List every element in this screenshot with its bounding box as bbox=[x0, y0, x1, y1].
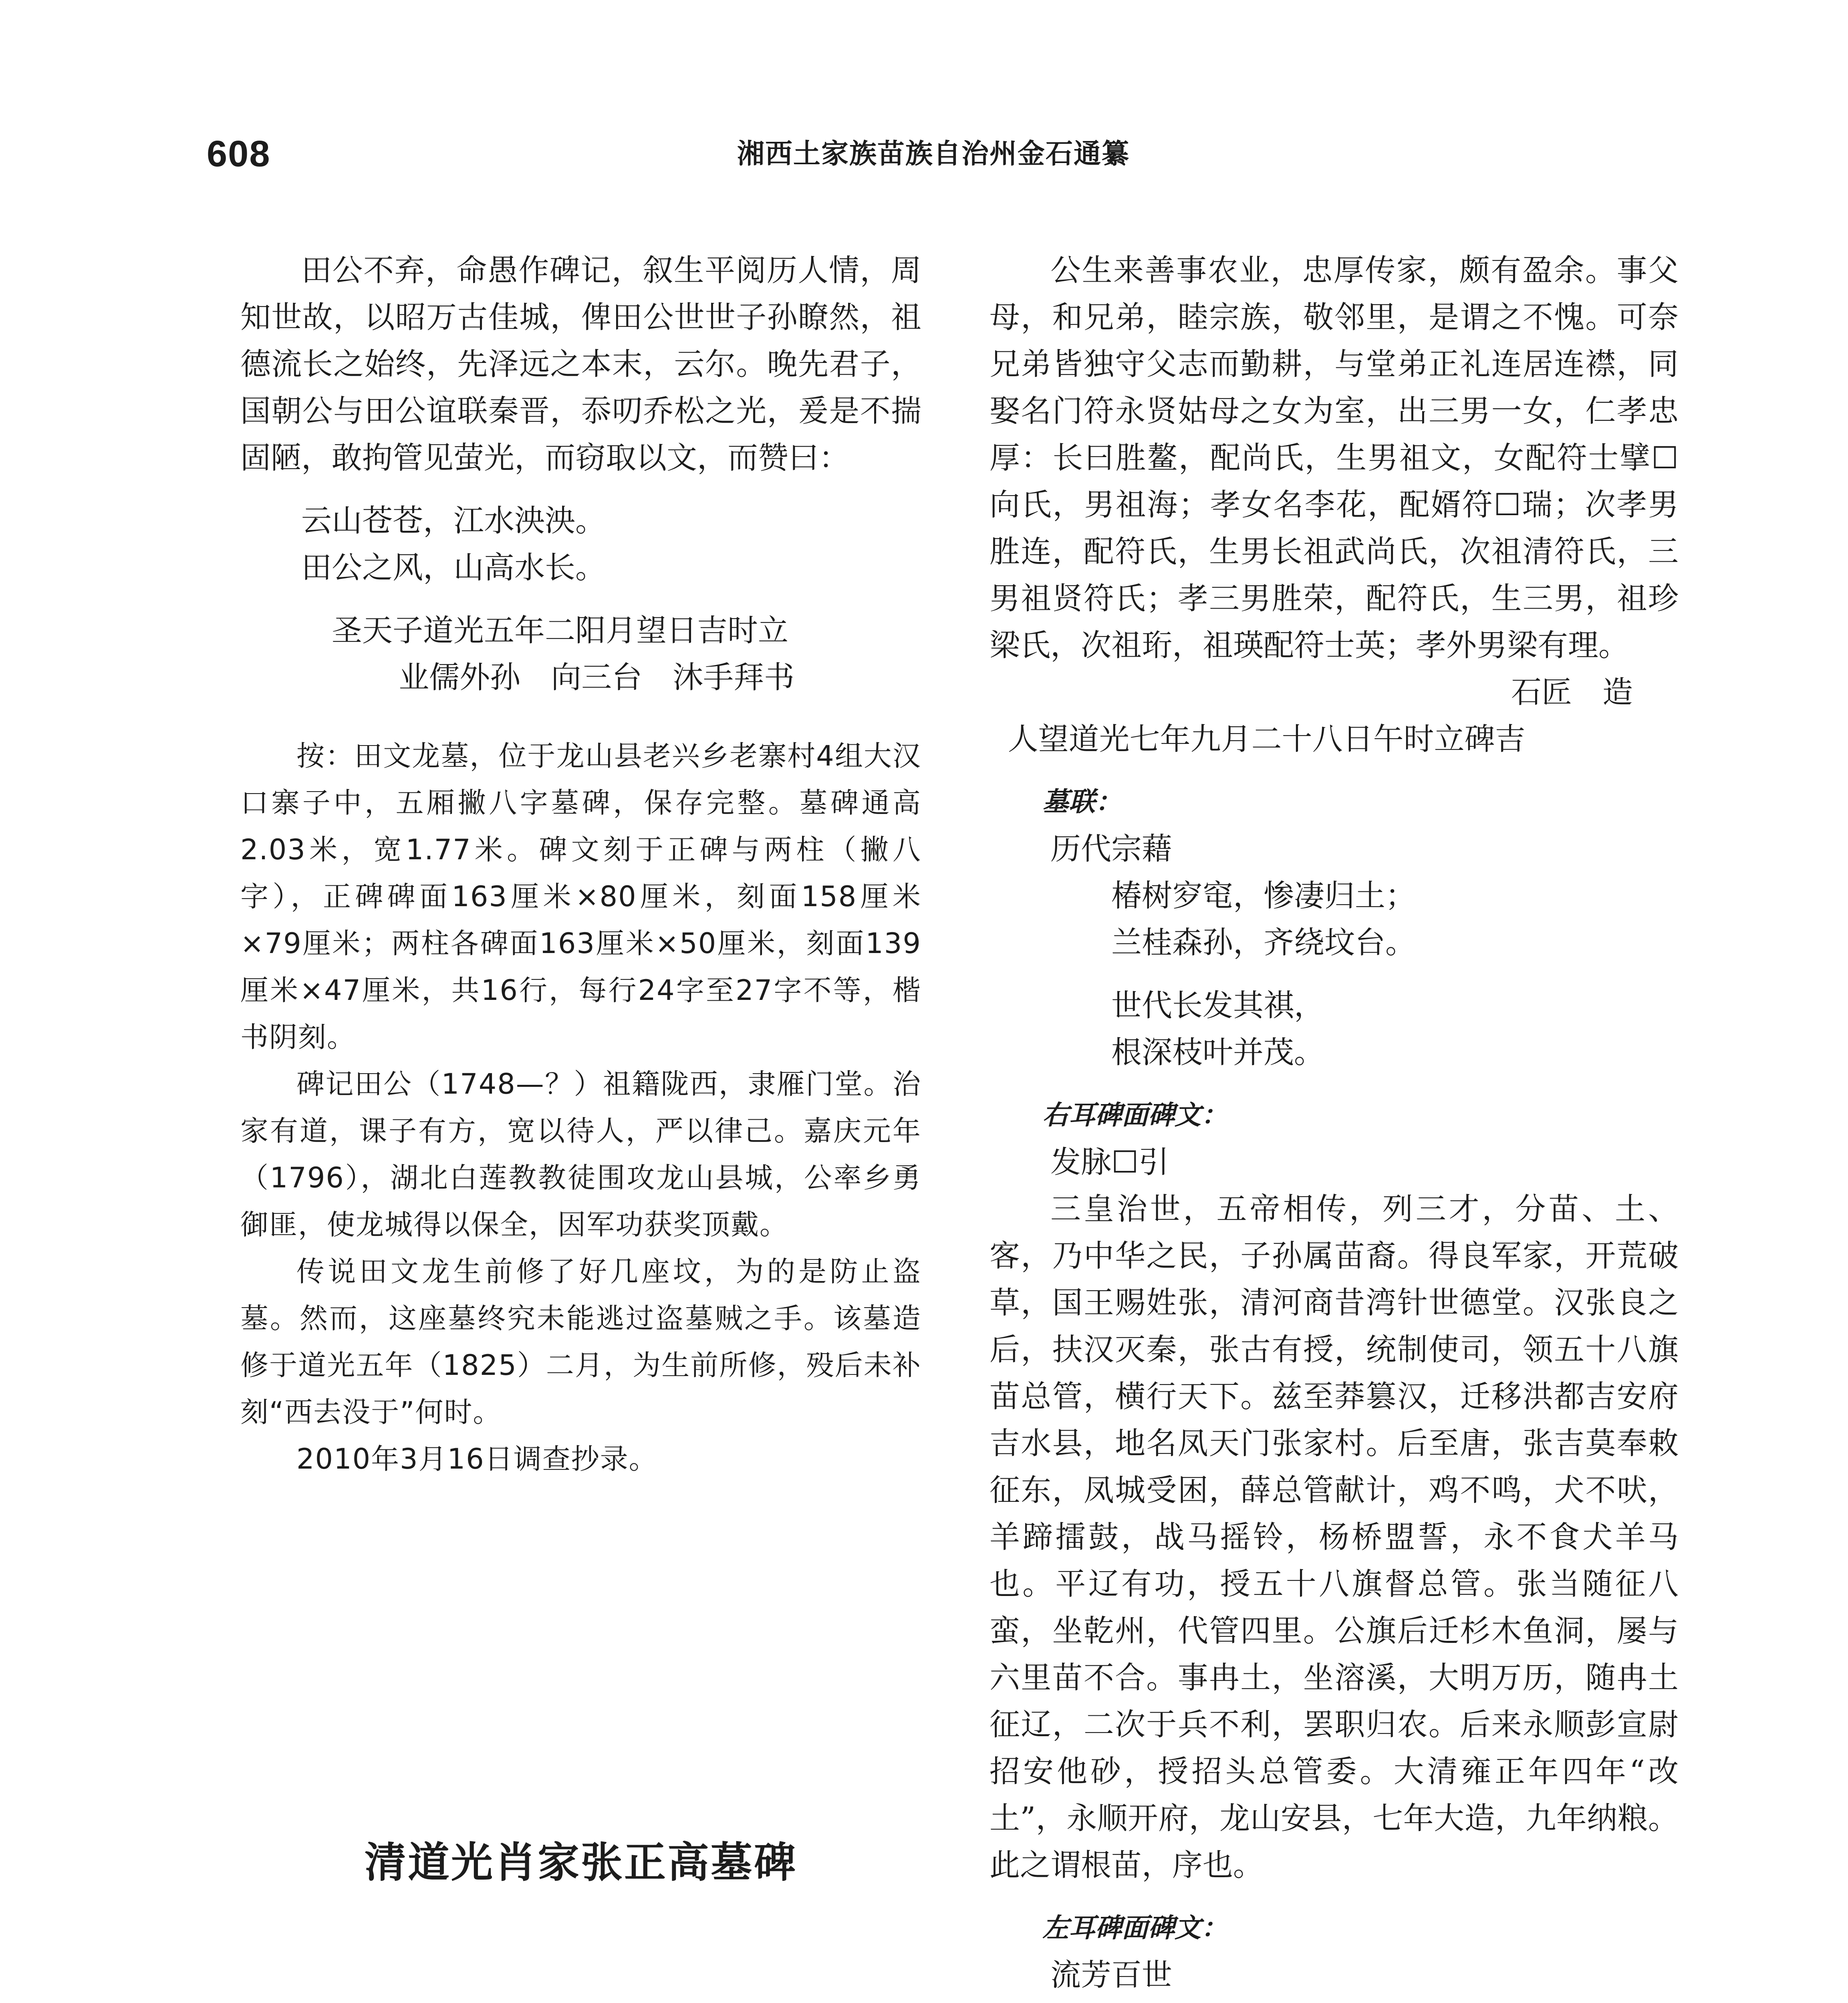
right-ear-head: 发脉☐引 bbox=[1050, 1144, 1169, 1180]
right-ear-label: 右耳碑面碑文： bbox=[1042, 1100, 1227, 1130]
verse-line-2: 田公之风，山高水长。 bbox=[301, 550, 606, 585]
mason-credit: 石匠 造 bbox=[1511, 674, 1633, 710]
couplet-line: 兰桂森孙，齐绕坟台。 bbox=[1111, 925, 1416, 960]
note-paragraph: 按：田文龙墓，位于龙山县老兴乡老寨村4组大汉口寨子中，五厢撇八字墓碑，保存完整。墓碑通高2.03米，宽1.77米。碑文刻于正碑与两柱（撇八字），正碑碑面163厘米×80厘米，刻面158厘米×79厘米；两柱各碑面163厘米×50厘米，刻面139厘米×47厘米，共16行，每行24字至27字不等，楷书阴刻。 bbox=[240, 740, 921, 1054]
erection-date: 圣天子道光五年二阳月望日吉时立 bbox=[332, 613, 788, 648]
biography-paragraph: 公生来善事农业，忠厚传家，颇有盈余。事父母，和兄弟，睦宗族，敬邻里，是谓之不愧。可奈兄弟皆独守父志而勤耕，与堂弟正礼连居连襟，同娶名门符永贤姑母之女为室，出三男一女，仁孝忠厚：长曰胜鳌，配尚氏，生男祖文，女配符士擘☐向氏，男祖海；孝女名李花，配婿符☐瑞；次孝男胜连，配符氏，生男长祖武尚氏，次祖清符氏，三男祖贤符氏；孝三男胜荣，配符氏，生三男，祖珍梁氏，次祖珩，祖瑛配符士英；孝外男梁有理。 bbox=[989, 252, 1679, 663]
section-title: 清道光肖家张正高墓碑 bbox=[364, 1838, 797, 1887]
lineage-paragraph: 三皇治世，五帝相传，列三才，分苗、土、客，乃中华之民，子孙属苗裔。得良军家，开荒破草，国王赐姓张，清河商昔湾针世德堂。汉张良之后，扶汉灭秦，张古有授，统制使司，领五十八旗苗总管，横行天下。兹至莽篡汉，迁移洪都吉安府吉水县，地名凤天门张家村。后至唐，张吉莫奉敕征东，凤城受困，薛总管献计，鸡不鸣，犬不吠，羊蹄擂鼓，战马摇铃，杨桥盟誓，永不食犬羊马也。平辽有功，授五十八旗督总管。张当随征八蛮，坐乾州，代管四里。公旗后迁杉木鱼洞，屡与六里苗不合。事冉土，坐溶溪，大明万历，随冉土征辽，二次于兵不利，罢职归农。后来永顺彭宣尉招安他砂，授招头总管委。大清雍正年四年“改土”，永顺开府，龙山安县，七年大造，九年纳粮。此之谓根苗，序也。 bbox=[989, 1191, 1679, 1883]
right-column bbox=[989, 247, 1679, 2003]
page-number: 608 bbox=[207, 133, 271, 174]
survey-date: 2010年3月16日调查抄录。 bbox=[296, 1443, 658, 1475]
ancestor-paragraph bbox=[989, 1998, 1679, 2003]
note-paragraph: 传说田文龙生前修了好几座坟，为的是防止盗墓。然而，这座墓终究未能逃过盗墓贼之手。该墓造修于道光五年（1825）二月，为生前所修，殁后未补刻“西去没于”何时。 bbox=[240, 1255, 921, 1429]
running-head: 湘西土家族苗族自治州金石通纂 bbox=[737, 138, 1130, 170]
left-ear-head: 流芳百世 bbox=[1050, 1957, 1172, 1993]
author-signature: 业儒外孙 向三台 沐手拜书 bbox=[399, 659, 795, 695]
verse-line-1: 云山苍苍，江水泱泱。 bbox=[301, 503, 606, 538]
couplet-line: 根深枝叶并茂。 bbox=[1111, 1034, 1324, 1070]
eulogy-paragraph: 田公不弃，命愚作碑记，叙生平阅历人情，周知世故，以昭万古佳城，俾田公世世子孙瞭然，祖德流长之始终，先泽远之本末，云尔。晚先君子，国朝公与田公谊联秦晋，忝叨乔松之光，爰是不揣固陋，敢拘管见萤光，而窃取以文，而赞曰： bbox=[240, 252, 921, 476]
left-column bbox=[240, 247, 921, 1483]
note-paragraph: 碑记田公（1748—？）祖籍陇西，隶雁门堂。治家有道，课子有方，宽以待人，严以律己。嘉庆元年（1796），湖北白莲教教徒围攻龙山县城，公率乡勇御匪，使龙城得以保全，因军功获奖顶戴。 bbox=[240, 1068, 921, 1241]
couplet-head: 历代宗藉 bbox=[1050, 831, 1172, 866]
couplet-line: 世代长发其祺， bbox=[1111, 987, 1324, 1023]
left-ear-label: 左耳碑面碑文： bbox=[1042, 1912, 1227, 1943]
couplet-line: 椿树穸窀，惨凄归土； bbox=[1111, 878, 1416, 913]
couplet-label: 墓联： bbox=[1042, 786, 1122, 817]
erection-date: 人望道光七年九月二十八日午时立碑吉 bbox=[1008, 721, 1526, 757]
